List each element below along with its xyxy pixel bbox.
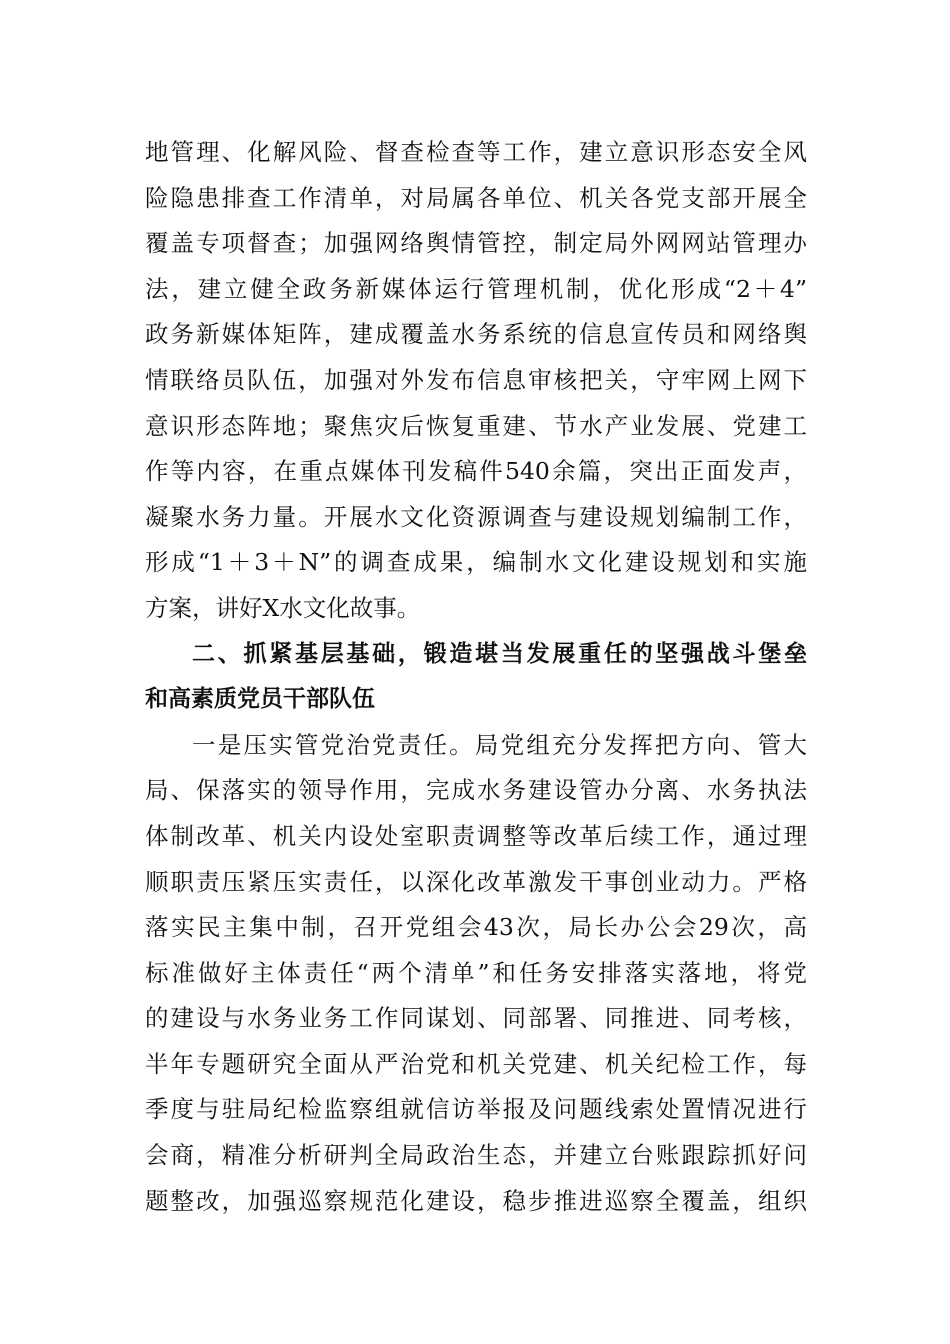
body-paragraph bbox=[145, 723, 807, 1225]
text-line: 半年专题研究全面从严治党和机关党建、机关纪检工作，每 bbox=[145, 1049, 807, 1078]
heading-line: 二、抓紧基层基础，锻造堪当发展重任的坚强战斗堡垒 bbox=[192, 640, 807, 667]
text-line: 形成“1＋3＋N”的调查成果，编制水文化建设规划和实施 bbox=[145, 548, 807, 577]
heading-line: 和高素质党员干部队伍 bbox=[145, 686, 375, 713]
text-line: 顺职责压紧压实责任，以深化改革激发干事创业动力。严格 bbox=[145, 867, 807, 896]
text-line: 政务新媒体矩阵，建成覆盖水务系统的信息宣传员和网络舆 bbox=[145, 320, 807, 349]
text-line: 地管理、化解风险、督查检查等工作，建立意识形态安全风 bbox=[145, 138, 807, 166]
section-heading bbox=[145, 632, 807, 723]
text-line: 法，建立健全政务新媒体运行管理机制，优化形成“2＋4” bbox=[145, 274, 807, 303]
text-line: 落实民主集中制，召开党组会43次，局长办公会29次，高 bbox=[145, 913, 807, 942]
text-line: 情联络员队伍，加强对外发布信息审核把关，守牢网上网下 bbox=[145, 365, 807, 394]
text-line: 险隐患排查工作清单，对局属各单位、机关各党支部开展全 bbox=[145, 183, 807, 212]
text-line: 会商，精准分析研判全局政治生态，并建立台账跟踪抓好问 bbox=[145, 1141, 807, 1170]
text-line: 意识形态阵地；聚焦灾后恢复重建、节水产业发展、党建工 bbox=[145, 411, 807, 440]
document-page bbox=[145, 130, 807, 1224]
text-line: 一是压实管党治党责任。局党组充分发挥把方向、管大 bbox=[192, 730, 807, 759]
text-line: 体制改革、机关内设处室职责调整等改革后续工作，通过理 bbox=[145, 821, 807, 850]
text-line: 覆盖专项督查；加强网络舆情管控，制定局外网网站管理办 bbox=[145, 229, 807, 258]
text-line: 凝聚水务力量。开展水文化资源调查与建设规划编制工作， bbox=[145, 502, 807, 531]
body-paragraph bbox=[145, 130, 807, 632]
text-line: 方案，讲好X水文化故事。 bbox=[145, 593, 421, 622]
text-line: 作等内容，在重点媒体刊发稿件540余篇，突出正面发声， bbox=[145, 457, 807, 486]
text-line: 局、保落实的领导作用，完成水务建设管办分离、水务执法 bbox=[145, 776, 807, 805]
text-line: 题整改，加强巡察规范化建设，稳步推进巡察全覆盖，组织 bbox=[145, 1186, 807, 1215]
text-line: 季度与驻局纪检监察组就信访举报及问题线索处置情况进行 bbox=[145, 1095, 807, 1124]
text-line: 标准做好主体责任“两个清单”和任务安排落实落地，将党 bbox=[145, 958, 807, 987]
text-line: 的建设与水务业务工作同谋划、同部署、同推进、同考核， bbox=[145, 1004, 807, 1033]
